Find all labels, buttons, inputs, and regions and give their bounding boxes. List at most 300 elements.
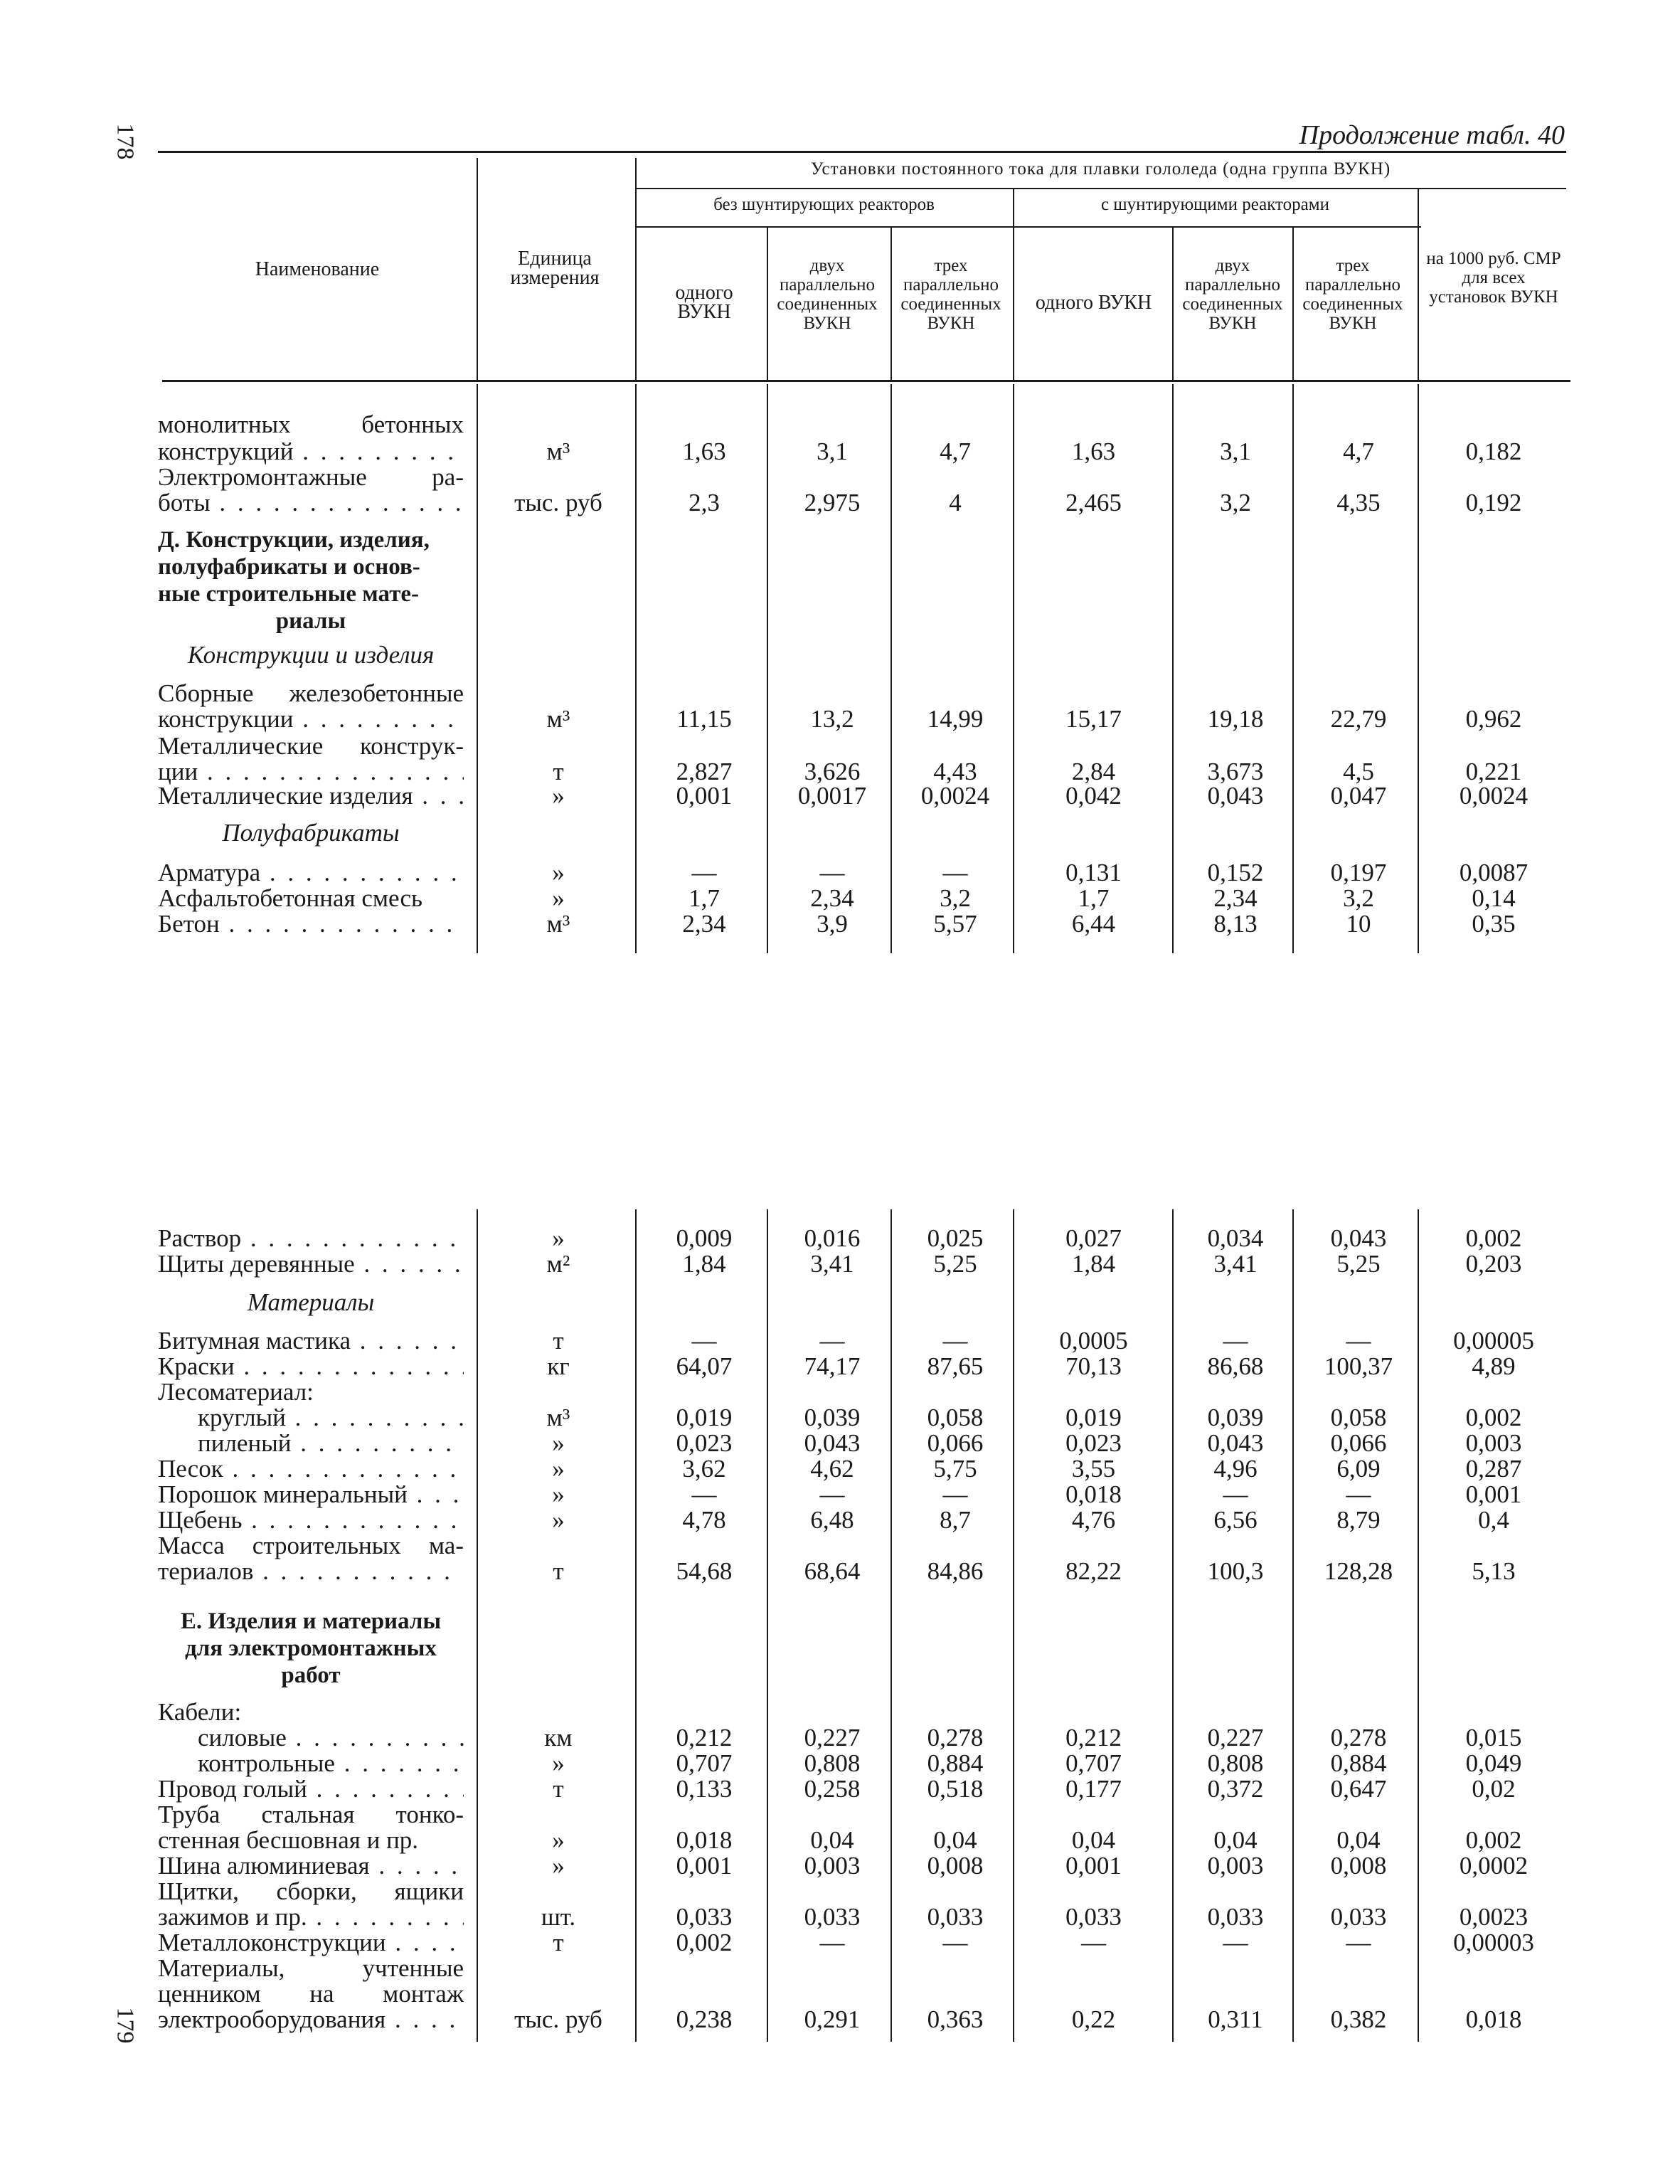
cell-value: 8,7 [940, 1506, 971, 1534]
table-row [0, 1699, 1680, 1726]
row-name: Раствор . . . [158, 1225, 464, 1252]
section-e-line1: Е. Изделия и материалы [180, 1608, 442, 1634]
table-row [0, 411, 1680, 438]
cell-value: 0,152 [1207, 859, 1264, 886]
header-vline [890, 226, 892, 380]
row-unit: м³ [546, 1404, 570, 1431]
cell-value: 70,13 [1065, 1352, 1122, 1380]
cell-value: 54,68 [676, 1557, 733, 1585]
cell-value: 0,35 [1472, 910, 1516, 938]
cell-value: 1,7 [689, 884, 720, 912]
cell-value: 0,002 [1465, 1404, 1522, 1431]
cell-value: 0,0024 [920, 782, 990, 810]
table-row [0, 1225, 1680, 1252]
cell-value: 6,48 [810, 1506, 854, 1534]
cell-value: 0,019 [676, 1404, 733, 1431]
cell-value: — [1346, 1929, 1371, 1956]
subheading-semi: Полуфабрикаты [222, 819, 400, 847]
header-vline [1292, 226, 1294, 380]
row-name: конструкции . . . [158, 706, 464, 733]
cell-value: 0,015 [1465, 1724, 1522, 1751]
cell-value: 8,13 [1213, 910, 1258, 938]
cell-value: 3,55 [1071, 1455, 1116, 1483]
cell-value: 8,79 [1336, 1506, 1381, 1534]
cell-value: 0,0087 [1459, 859, 1529, 886]
cell-value: — [942, 859, 968, 886]
cell-value: 0,001 [676, 1852, 733, 1880]
row-name-line1: Щитки, сборки, ящики [158, 1878, 464, 1905]
cell-value: 0,221 [1465, 758, 1522, 785]
header-without-reactors: без шунтирующих реакторов [713, 195, 935, 214]
cell-value: — [691, 1480, 717, 1508]
row-name: Лесоматериал: [158, 1379, 314, 1406]
row-name-line1: Металлические конструк- [158, 733, 464, 760]
cell-value: 3,1 [817, 438, 848, 465]
table-row [0, 911, 1680, 938]
row-unit: шт. [541, 1903, 576, 1931]
row-name: териалов . . . [158, 1558, 464, 1585]
cell-value: 0,043 [1207, 1429, 1264, 1457]
cell-value: 0,192 [1465, 489, 1522, 516]
cell-value: 4,35 [1336, 489, 1381, 516]
table-row [0, 1852, 1680, 1880]
row-name: Кабели: [158, 1699, 242, 1726]
table-row [0, 1558, 1680, 1585]
cell-value: 0,04 [933, 1826, 977, 1854]
row-name: ции . . . [158, 758, 464, 785]
row-name: круглый . . . [158, 1404, 464, 1431]
cell-value: 3,626 [804, 758, 861, 785]
cell-value: 4,96 [1213, 1455, 1258, 1483]
header-vline [767, 226, 768, 380]
header-vline [477, 158, 478, 380]
cell-value: 0,018 [676, 1826, 733, 1854]
cell-value: — [1346, 1327, 1371, 1355]
cell-value: — [1346, 1480, 1371, 1508]
cell-value: 0,002 [676, 1929, 733, 1956]
cell-value: 0,212 [1065, 1724, 1122, 1751]
cell-value: 0,043 [1207, 782, 1264, 810]
cell-value: 0,018 [1065, 1480, 1122, 1508]
table-row [0, 2006, 1680, 2033]
header-vline [1418, 188, 1419, 380]
cell-value: 4,43 [933, 758, 977, 785]
cell-value: 0,227 [804, 1724, 861, 1751]
cell-value: 0,808 [804, 1749, 861, 1777]
cell-value: 0,962 [1465, 705, 1522, 733]
row-unit: » [552, 782, 565, 810]
row-unit: » [552, 884, 565, 912]
cell-value: 84,86 [927, 1557, 984, 1585]
cell-value: 3,673 [1207, 758, 1264, 785]
cell-value: 0,707 [676, 1749, 733, 1777]
page-number-bottom: 179 [112, 2007, 139, 2044]
table-row [0, 1929, 1680, 1956]
table-row [0, 1327, 1680, 1355]
cell-value: — [1223, 1929, 1248, 1956]
row-unit: » [552, 1826, 565, 1854]
cell-value: 86,68 [1207, 1352, 1264, 1380]
cell-value: 0,227 [1207, 1724, 1264, 1751]
cell-value: 0,518 [927, 1775, 984, 1803]
cell-value: 0,066 [1330, 1429, 1387, 1457]
header-col5: двух параллельно соединенных ВУКН [1182, 256, 1283, 333]
row-unit: т [553, 1929, 564, 1956]
cell-value: 0,278 [927, 1724, 984, 1751]
cell-value: 22,79 [1330, 705, 1387, 733]
section-e-line2: для электромонтажных [185, 1636, 437, 1661]
cell-value: 0,001 [1065, 1852, 1122, 1880]
row-name: контрольные . . . [158, 1750, 464, 1777]
table-row [0, 464, 1680, 491]
cell-value: 0,027 [1065, 1224, 1122, 1252]
cell-value: 0,033 [804, 1903, 861, 1931]
row-name: конструкций . . . [158, 438, 464, 465]
cell-value: 0,023 [676, 1429, 733, 1457]
cell-value: 2,3 [689, 489, 720, 516]
table-row [0, 1801, 1680, 1828]
cell-value: 68,64 [804, 1557, 861, 1585]
row-name: Щебень . . . [158, 1507, 464, 1534]
cell-value: 0,058 [927, 1404, 984, 1431]
cell-value: 100,37 [1324, 1352, 1393, 1380]
header-col3: трех параллельно соединенных ВУКН [900, 256, 1001, 333]
cell-value: 2,975 [804, 489, 861, 516]
table-row [0, 438, 1680, 465]
table-row [0, 1481, 1680, 1508]
cell-value: 2,34 [682, 910, 726, 938]
row-name: Песок . . . [158, 1456, 464, 1483]
row-name: Металлоконструкции . . . [158, 1929, 464, 1956]
subheading-constructions: Конструкции и изделия [187, 641, 435, 669]
cell-value: 0,278 [1330, 1724, 1387, 1751]
cell-value: 0,002 [1465, 1826, 1522, 1854]
row-name-line1: Сборные железобетонные [158, 680, 464, 707]
cell-value: 2,465 [1065, 489, 1122, 516]
section-d-line2: полуфабрикаты и основ- [158, 554, 420, 580]
cell-value: 3,41 [810, 1250, 854, 1278]
cell-value: 0,363 [927, 2005, 984, 2033]
cell-value: 3,1 [1220, 438, 1251, 465]
row-name-line1: ценником на монтаж [158, 1981, 464, 2008]
cell-value: 3,41 [1213, 1250, 1258, 1278]
cell-value: — [942, 1480, 968, 1508]
cell-value: 0,043 [1330, 1224, 1387, 1252]
table-caption: Продолжение табл. 40 [1299, 120, 1565, 150]
cell-value: 4,78 [682, 1506, 726, 1534]
cell-value: 4,76 [1071, 1506, 1116, 1534]
row-unit: т [553, 1327, 564, 1355]
header-vline [1172, 226, 1174, 380]
cell-value: 0,019 [1065, 1404, 1122, 1431]
cell-value: 0,033 [1330, 1903, 1387, 1931]
cell-value: 128,28 [1324, 1557, 1393, 1585]
cell-value: 0,311 [1208, 2005, 1263, 2033]
cell-value: 0,4 [1478, 1506, 1509, 1534]
table-row [0, 1750, 1680, 1777]
header-col4: одного ВУКН [1035, 292, 1152, 314]
header-col1: одного ВУКН [675, 282, 733, 323]
cell-value: 0,884 [927, 1749, 984, 1777]
cell-value: 2,34 [1213, 884, 1258, 912]
row-name-line1: Труба стальная тонко- [158, 1801, 464, 1828]
cell-value: 3,2 [940, 884, 971, 912]
row-unit: т [553, 758, 564, 785]
table-row [0, 1878, 1680, 1905]
cell-value: 3,9 [817, 910, 848, 938]
row-name: Арматура . . . [158, 859, 464, 886]
cell-value: 15,17 [1065, 705, 1122, 733]
cell-value: 3,62 [682, 1455, 726, 1483]
row-name: стенная бесшовная и пр. [158, 1827, 419, 1854]
cell-value: 0,14 [1472, 884, 1516, 912]
cell-value: 0,884 [1330, 1749, 1387, 1777]
cell-value: 87,65 [927, 1352, 984, 1380]
cell-value: 0,008 [927, 1852, 984, 1880]
row-unit: » [552, 1506, 565, 1534]
row-unit: км [544, 1724, 573, 1751]
cell-value: 10 [1346, 910, 1371, 938]
cell-value: 0,647 [1330, 1775, 1387, 1803]
row-unit: кг [547, 1352, 570, 1380]
section-e-line3: работ [281, 1663, 341, 1688]
row-name: электрооборудования . . . [158, 2006, 464, 2033]
cell-value: 0,003 [1465, 1429, 1522, 1457]
cell-value: 0,009 [676, 1224, 733, 1252]
cell-value: 0,0024 [1459, 782, 1529, 810]
row-name: Асфальтобетонная смесь [158, 885, 422, 912]
cell-value: 0,018 [1465, 2005, 1522, 2033]
row-unit: тыс. руб [514, 2005, 602, 2033]
cell-value: 0,025 [927, 1224, 984, 1252]
cell-value: 3,2 [1343, 884, 1374, 912]
cell-value: — [819, 1929, 845, 1956]
cell-value: 0,023 [1065, 1429, 1122, 1457]
table-row [0, 1404, 1680, 1431]
row-name-line1: Электромонтажные ра- [158, 464, 464, 491]
cell-value: 0,287 [1465, 1455, 1522, 1483]
subgroup-subrule [635, 226, 1421, 228]
row-name-line1: Масса строительных ма- [158, 1532, 464, 1559]
cell-value: 13,2 [810, 705, 854, 733]
cell-value: 100,3 [1207, 1557, 1264, 1585]
table-row [0, 489, 1680, 516]
cell-value: 0,00005 [1453, 1327, 1534, 1355]
cell-value: 0,033 [1207, 1903, 1264, 1931]
cell-value: 0,047 [1330, 782, 1387, 810]
table-row [0, 1532, 1680, 1559]
cell-value: 0,177 [1065, 1775, 1122, 1803]
cell-value: 0,212 [676, 1724, 733, 1751]
row-unit: » [552, 1224, 565, 1252]
cell-value: 0,22 [1071, 2005, 1116, 2033]
cell-value: 6,56 [1213, 1506, 1258, 1534]
row-unit: м³ [546, 438, 570, 465]
row-name: Битумная мастика . . . [158, 1327, 464, 1355]
cell-value: 0,182 [1465, 438, 1522, 465]
row-unit: » [552, 1852, 565, 1880]
row-unit: » [552, 1429, 565, 1457]
cell-value: 82,22 [1065, 1557, 1122, 1585]
table-row [0, 1430, 1680, 1457]
cell-value: 3,2 [1220, 489, 1251, 516]
cell-value: 4 [949, 489, 962, 516]
row-name: Краски . . . [158, 1353, 464, 1380]
cell-value: 4,7 [1343, 438, 1374, 465]
header-col6: трех параллельно соединенных ВУКН [1302, 256, 1403, 333]
cell-value: 0,039 [1207, 1404, 1264, 1431]
cell-value: 0,039 [804, 1404, 861, 1431]
header-unit: Единица измерения [510, 248, 600, 289]
cell-value: 5,25 [1336, 1250, 1381, 1278]
cell-value: 0,04 [810, 1826, 854, 1854]
row-unit: » [552, 1749, 565, 1777]
cell-value: 6,44 [1071, 910, 1116, 938]
row-name: Металлические изделия . . . [158, 783, 464, 810]
cell-value: — [819, 859, 845, 886]
cell-value: 5,75 [933, 1455, 977, 1483]
row-unit: т [553, 1775, 564, 1803]
cell-value: 5,13 [1472, 1557, 1516, 1585]
group-subrule [635, 188, 1566, 189]
table-row [0, 680, 1680, 707]
cell-value: 1,7 [1078, 884, 1110, 912]
cell-value: 11,15 [676, 705, 732, 733]
row-unit: » [552, 1480, 565, 1508]
row-name: силовые . . . [158, 1724, 464, 1751]
row-name: боты . . . [158, 489, 464, 516]
cell-value: 1,63 [682, 438, 726, 465]
row-name: Провод голый . . . [158, 1776, 464, 1803]
row-name: пиленый . . . [158, 1430, 464, 1457]
cell-value: 0,008 [1330, 1852, 1387, 1880]
row-name-line1: монолитных бетонных [158, 411, 464, 438]
cell-value: 0,043 [804, 1429, 861, 1457]
row-unit: м² [546, 1250, 570, 1278]
table-row [0, 1379, 1680, 1406]
header-group: Установки постоянного тока для плавки гололеда (одна группа ВУКН) [810, 159, 1391, 179]
cell-value: — [819, 1480, 845, 1508]
cell-value: 5,25 [933, 1250, 977, 1278]
cell-value: 6,09 [1336, 1455, 1381, 1483]
cell-value: 0,203 [1465, 1250, 1522, 1278]
table-row [0, 706, 1680, 733]
cell-value: 0,04 [1071, 1826, 1116, 1854]
table-row [0, 783, 1680, 810]
cell-value: 2,84 [1071, 758, 1116, 785]
table-row [0, 1955, 1680, 1982]
row-unit: » [552, 1455, 565, 1483]
cell-value: 0,02 [1472, 1775, 1516, 1803]
section-d-line4: риалы [275, 608, 346, 634]
cell-value: 0,033 [927, 1903, 984, 1931]
header-vline [635, 158, 637, 380]
row-name-line0: Материалы, учтенные [158, 1955, 464, 1982]
cell-value: — [819, 1327, 845, 1355]
subheading-materials: Материалы [247, 1288, 375, 1316]
row-unit: т [553, 1557, 564, 1585]
cell-value: 0,291 [804, 2005, 861, 2033]
cell-value: 1,63 [1071, 438, 1116, 465]
cell-value: 0,00003 [1453, 1929, 1534, 1956]
cell-value: 0,382 [1330, 2005, 1387, 2033]
table-row [0, 1981, 1680, 2008]
table-row [0, 1353, 1680, 1380]
cell-value: 0,131 [1065, 859, 1122, 886]
cell-value: 0,0017 [797, 782, 867, 810]
cell-value: 2,34 [810, 884, 854, 912]
header-with-reactors: с шунтирующими реакторами [1101, 195, 1329, 214]
row-unit: м³ [546, 910, 570, 938]
cell-value: 0,808 [1207, 1749, 1264, 1777]
cell-value: 0,001 [676, 782, 733, 810]
cell-value: 0,133 [676, 1775, 733, 1803]
table-row [0, 1904, 1680, 1931]
table-row [0, 1827, 1680, 1854]
cell-value: 0,0023 [1459, 1903, 1529, 1931]
cell-value: 74,17 [804, 1352, 861, 1380]
cell-value: — [691, 1327, 717, 1355]
cell-value: 0,0005 [1059, 1327, 1128, 1355]
cell-value: 0,707 [1065, 1749, 1122, 1777]
cell-value: 0,033 [676, 1903, 733, 1931]
cell-value: 0,197 [1330, 859, 1387, 886]
page-number-top: 178 [112, 123, 139, 160]
cell-value: 0,033 [1065, 1903, 1122, 1931]
section-d-line3: ные строительные мате- [158, 581, 420, 607]
cell-value: 4,5 [1343, 758, 1374, 785]
cell-value: 1,84 [1071, 1250, 1116, 1278]
cell-value: 0,003 [1207, 1852, 1264, 1880]
cell-value: 0,002 [1465, 1224, 1522, 1252]
cell-value: 0,003 [804, 1852, 861, 1880]
cell-value: 1,84 [682, 1250, 726, 1278]
row-name: зажимов и пр. . . . [158, 1904, 464, 1931]
row-name: Шина алюминиевая . . . [158, 1852, 464, 1880]
cell-value: 0,0002 [1459, 1852, 1529, 1880]
cell-value: 0,034 [1207, 1224, 1264, 1252]
cell-value: 0,04 [1213, 1826, 1258, 1854]
header-bottom-rule [162, 380, 1570, 382]
table-row [0, 1251, 1680, 1278]
cell-value: — [691, 859, 717, 886]
row-unit: м³ [546, 705, 570, 733]
cell-value: — [1081, 1929, 1106, 1956]
row-unit: » [552, 859, 565, 886]
cell-value: 19,18 [1207, 705, 1264, 733]
cell-value: 4,62 [810, 1455, 854, 1483]
cell-value: 4,89 [1472, 1352, 1516, 1380]
row-name: Щиты деревянные . . . [158, 1251, 464, 1278]
cell-value: 0,016 [804, 1224, 861, 1252]
cell-value: — [942, 1929, 968, 1956]
cell-value: 14,99 [927, 705, 984, 733]
cell-value: 0,001 [1465, 1480, 1522, 1508]
cell-value: 0,04 [1336, 1826, 1381, 1854]
header-col2: двух параллельно соединенных ВУКН [777, 256, 878, 333]
cell-value: 64,07 [676, 1352, 733, 1380]
cell-value: 0,058 [1330, 1404, 1387, 1431]
cell-value: — [1223, 1327, 1248, 1355]
cell-value: 0,238 [676, 2005, 733, 2033]
table-row [0, 1456, 1680, 1483]
table-row [0, 859, 1680, 886]
cell-value: 0,066 [927, 1429, 984, 1457]
header-top-rule [158, 151, 1566, 153]
row-name: Порошок минеральный . . . [158, 1481, 464, 1508]
cell-value: 2,827 [676, 758, 733, 785]
table-row [0, 733, 1680, 760]
